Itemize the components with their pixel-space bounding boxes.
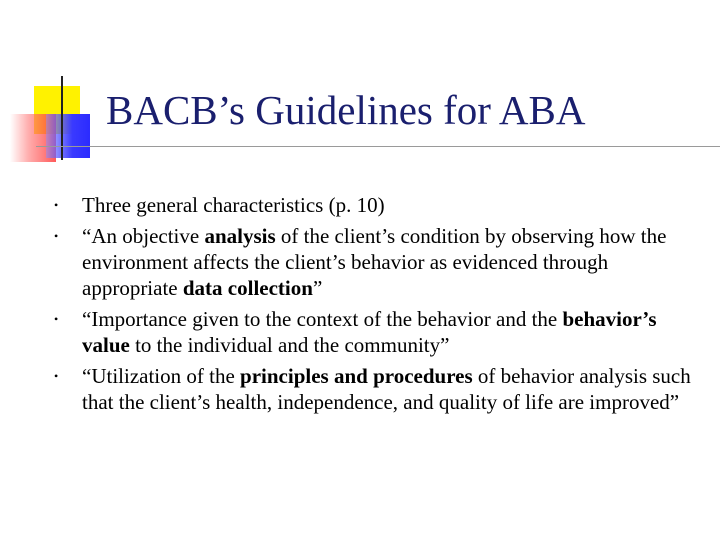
bullet-text: “Importance given to the context of the behavior and the behavior’s value to the individual and the community” (82, 307, 657, 357)
bullet-text: “An objective analysis of the client’s condition by observing how the environment affects the client’s behavior as evidenced through appropriate data collection” (82, 224, 667, 300)
decor-blue-square (46, 114, 90, 158)
bullet-list (54, 192, 704, 420)
bullet-text: Three general characteristics (p. 10) (82, 193, 385, 217)
bullet-item (54, 363, 704, 415)
bullet-text: “Utilization of the principles and procedures of behavior analysis such that the client’s health, independence, and quality of life are improved” (82, 364, 691, 414)
bullet-item (54, 223, 704, 301)
slide-title: BACB’s Guidelines for ABA (106, 87, 586, 133)
bullet-item (54, 306, 704, 358)
title-underline (36, 146, 720, 147)
bullet-icon: • (54, 312, 59, 326)
bullet-item (54, 192, 704, 218)
bullet-icon: • (54, 369, 59, 383)
bullet-icon: • (54, 229, 59, 243)
decor-vertical-line (61, 76, 63, 160)
bullet-icon: • (54, 198, 59, 212)
